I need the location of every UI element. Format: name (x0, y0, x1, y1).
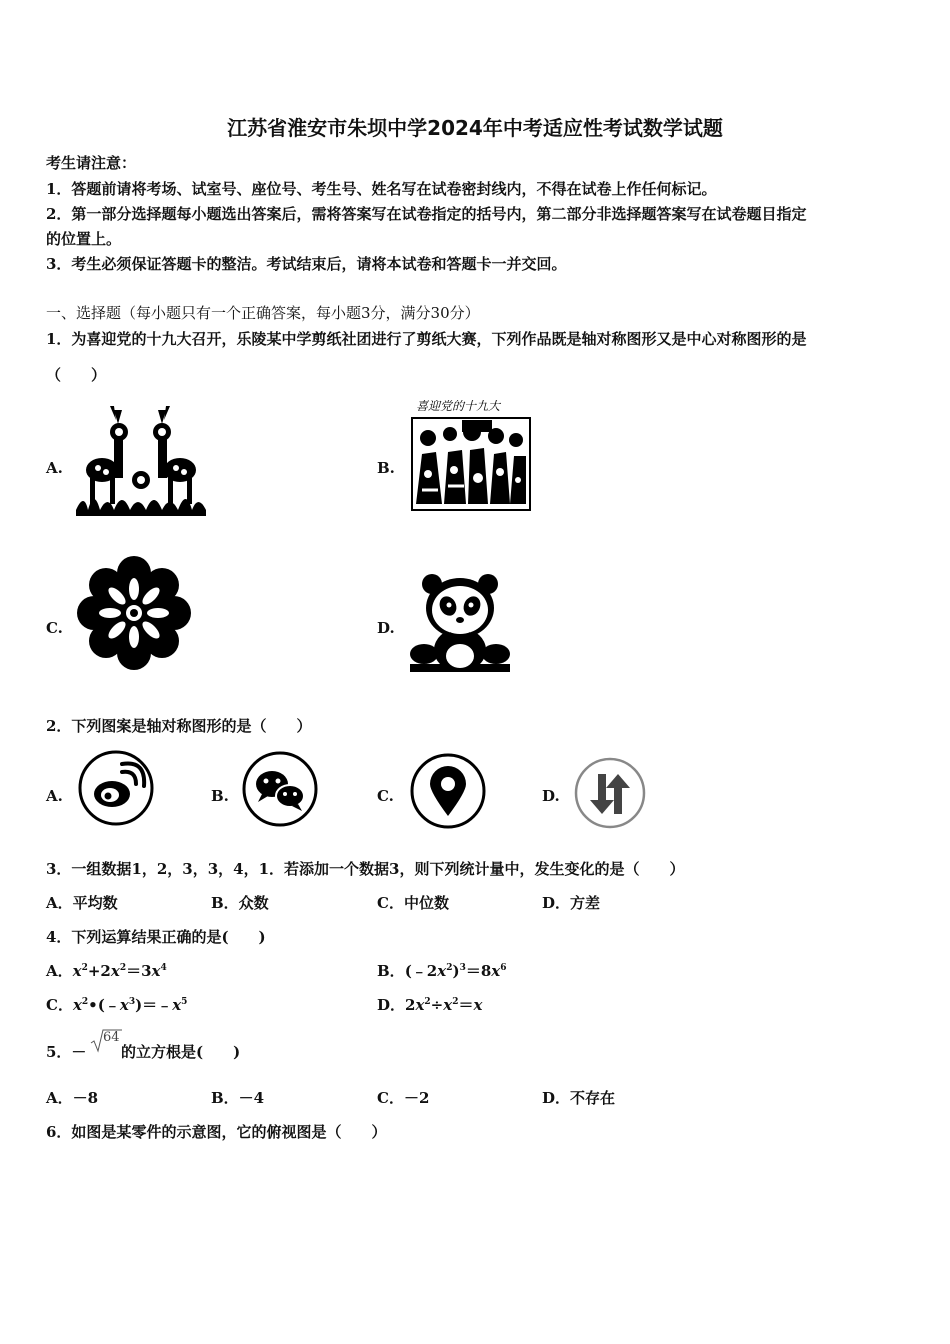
q4-option-a-label: A． (46, 962, 73, 980)
q4-option-a (46, 960, 167, 981)
q4-option-b-label: B． (377, 962, 405, 980)
q4-option-d-label: D． (377, 996, 406, 1014)
q4-option-c (46, 994, 187, 1015)
question-5-suffix: 的立方根是( ) (121, 1043, 241, 1061)
wechat-icon (240, 748, 320, 830)
q2-option-c-label: C. (377, 787, 394, 805)
q3-option-c: C．中位数 (377, 894, 449, 912)
section-heading: 一、选择题（每小题只有一个正确答案，每小题3分，满分30分） (46, 304, 480, 322)
q5-option-b: B．－4 (211, 1089, 265, 1107)
q4-option-c-label: C． (46, 996, 73, 1014)
question-4-text: 4．下列运算结果正确的是( ) (46, 928, 266, 946)
q4-option-b (377, 960, 506, 981)
deer-papercut-image (74, 402, 208, 516)
q1-b-caption: 喜迎党的十九大 (416, 399, 501, 413)
question-3-text: 3．一组数据1，2，3，3，4，1．若添加一个数据3，则下列统计量中，发生变化的是（ ） (46, 860, 685, 878)
question-2-text: 2．下列图案是轴对称图形的是（ ） (46, 717, 312, 735)
q1-option-b-label: B. (377, 459, 395, 477)
q5-option-c: C．－2 (377, 1089, 430, 1107)
q2-option-b-label: B. (211, 787, 229, 805)
question-1-text: 1．为喜迎党的十九大召开，乐陵某中学剪纸社团进行了剪纸大赛，下列作品既是轴对称图形又是中心对称图形的是 (46, 330, 807, 348)
location-pin-icon (406, 750, 490, 832)
panda-papercut-image (410, 570, 510, 674)
q4-option-b-expr: $(﹣2x^2)^3=8x^6$ (404, 962, 507, 980)
notice-item-3: 3．考生必须保证答题卡的整洁。考试结束后，请将本试卷和答题卡一并交回。 (46, 255, 567, 273)
notice-item-2: 2．第一部分选择题每小题选出答案后，需将答案写在试卷指定的括号内，第二部分非选择题答案写在试卷题目指定 (46, 205, 807, 223)
question-5-radicand: 64 (103, 1030, 120, 1045)
q4-option-c-expr: $x^2•(﹣x^3)=﹣x^5$ (72, 996, 188, 1014)
q3-option-d: D．方差 (542, 894, 601, 912)
question-1-paren: （ ） (46, 366, 107, 384)
q5-option-d: D．不存在 (542, 1089, 616, 1107)
q1-option-d-label: D. (377, 619, 395, 637)
q3-option-b: B．众数 (211, 894, 269, 912)
q4-option-a-expr: $x^2+2x^2=3x^4$ (72, 962, 167, 980)
weibo-icon (76, 746, 156, 830)
notice-heading: 考生请注意： (46, 154, 137, 172)
q5-option-a: A．－8 (46, 1089, 99, 1107)
question-5-prefix: 5．－ (46, 1043, 87, 1061)
q2-option-a-label: A. (46, 787, 63, 805)
q4-option-d (377, 994, 482, 1015)
updown-arrows-icon (570, 754, 650, 832)
q1-option-a-label: A. (46, 459, 63, 477)
q2-option-d-label: D. (542, 787, 560, 805)
notice-item-2-cont: 的位置上。 (46, 230, 122, 248)
q3-option-a: A．平均数 (46, 894, 118, 912)
crowd-papercut-image (408, 394, 534, 514)
question-6-text: 6．如图是某零件的示意图，它的俯视图是（ ） (46, 1123, 387, 1141)
flower-papercut-image (76, 554, 192, 672)
q4-option-d-expr: $2x^2\div x^2=x$ (405, 996, 483, 1014)
q1-option-c-label: C. (46, 619, 63, 637)
notice-item-1: 1．答题前请将考场、试室号、座位号、考生号、姓名写在试卷密封线内，不得在试卷上作任何标记。 (46, 180, 717, 198)
page-title: 江苏省淮安市朱坝中学2024年中考适应性考试数学试题 (227, 116, 723, 140)
